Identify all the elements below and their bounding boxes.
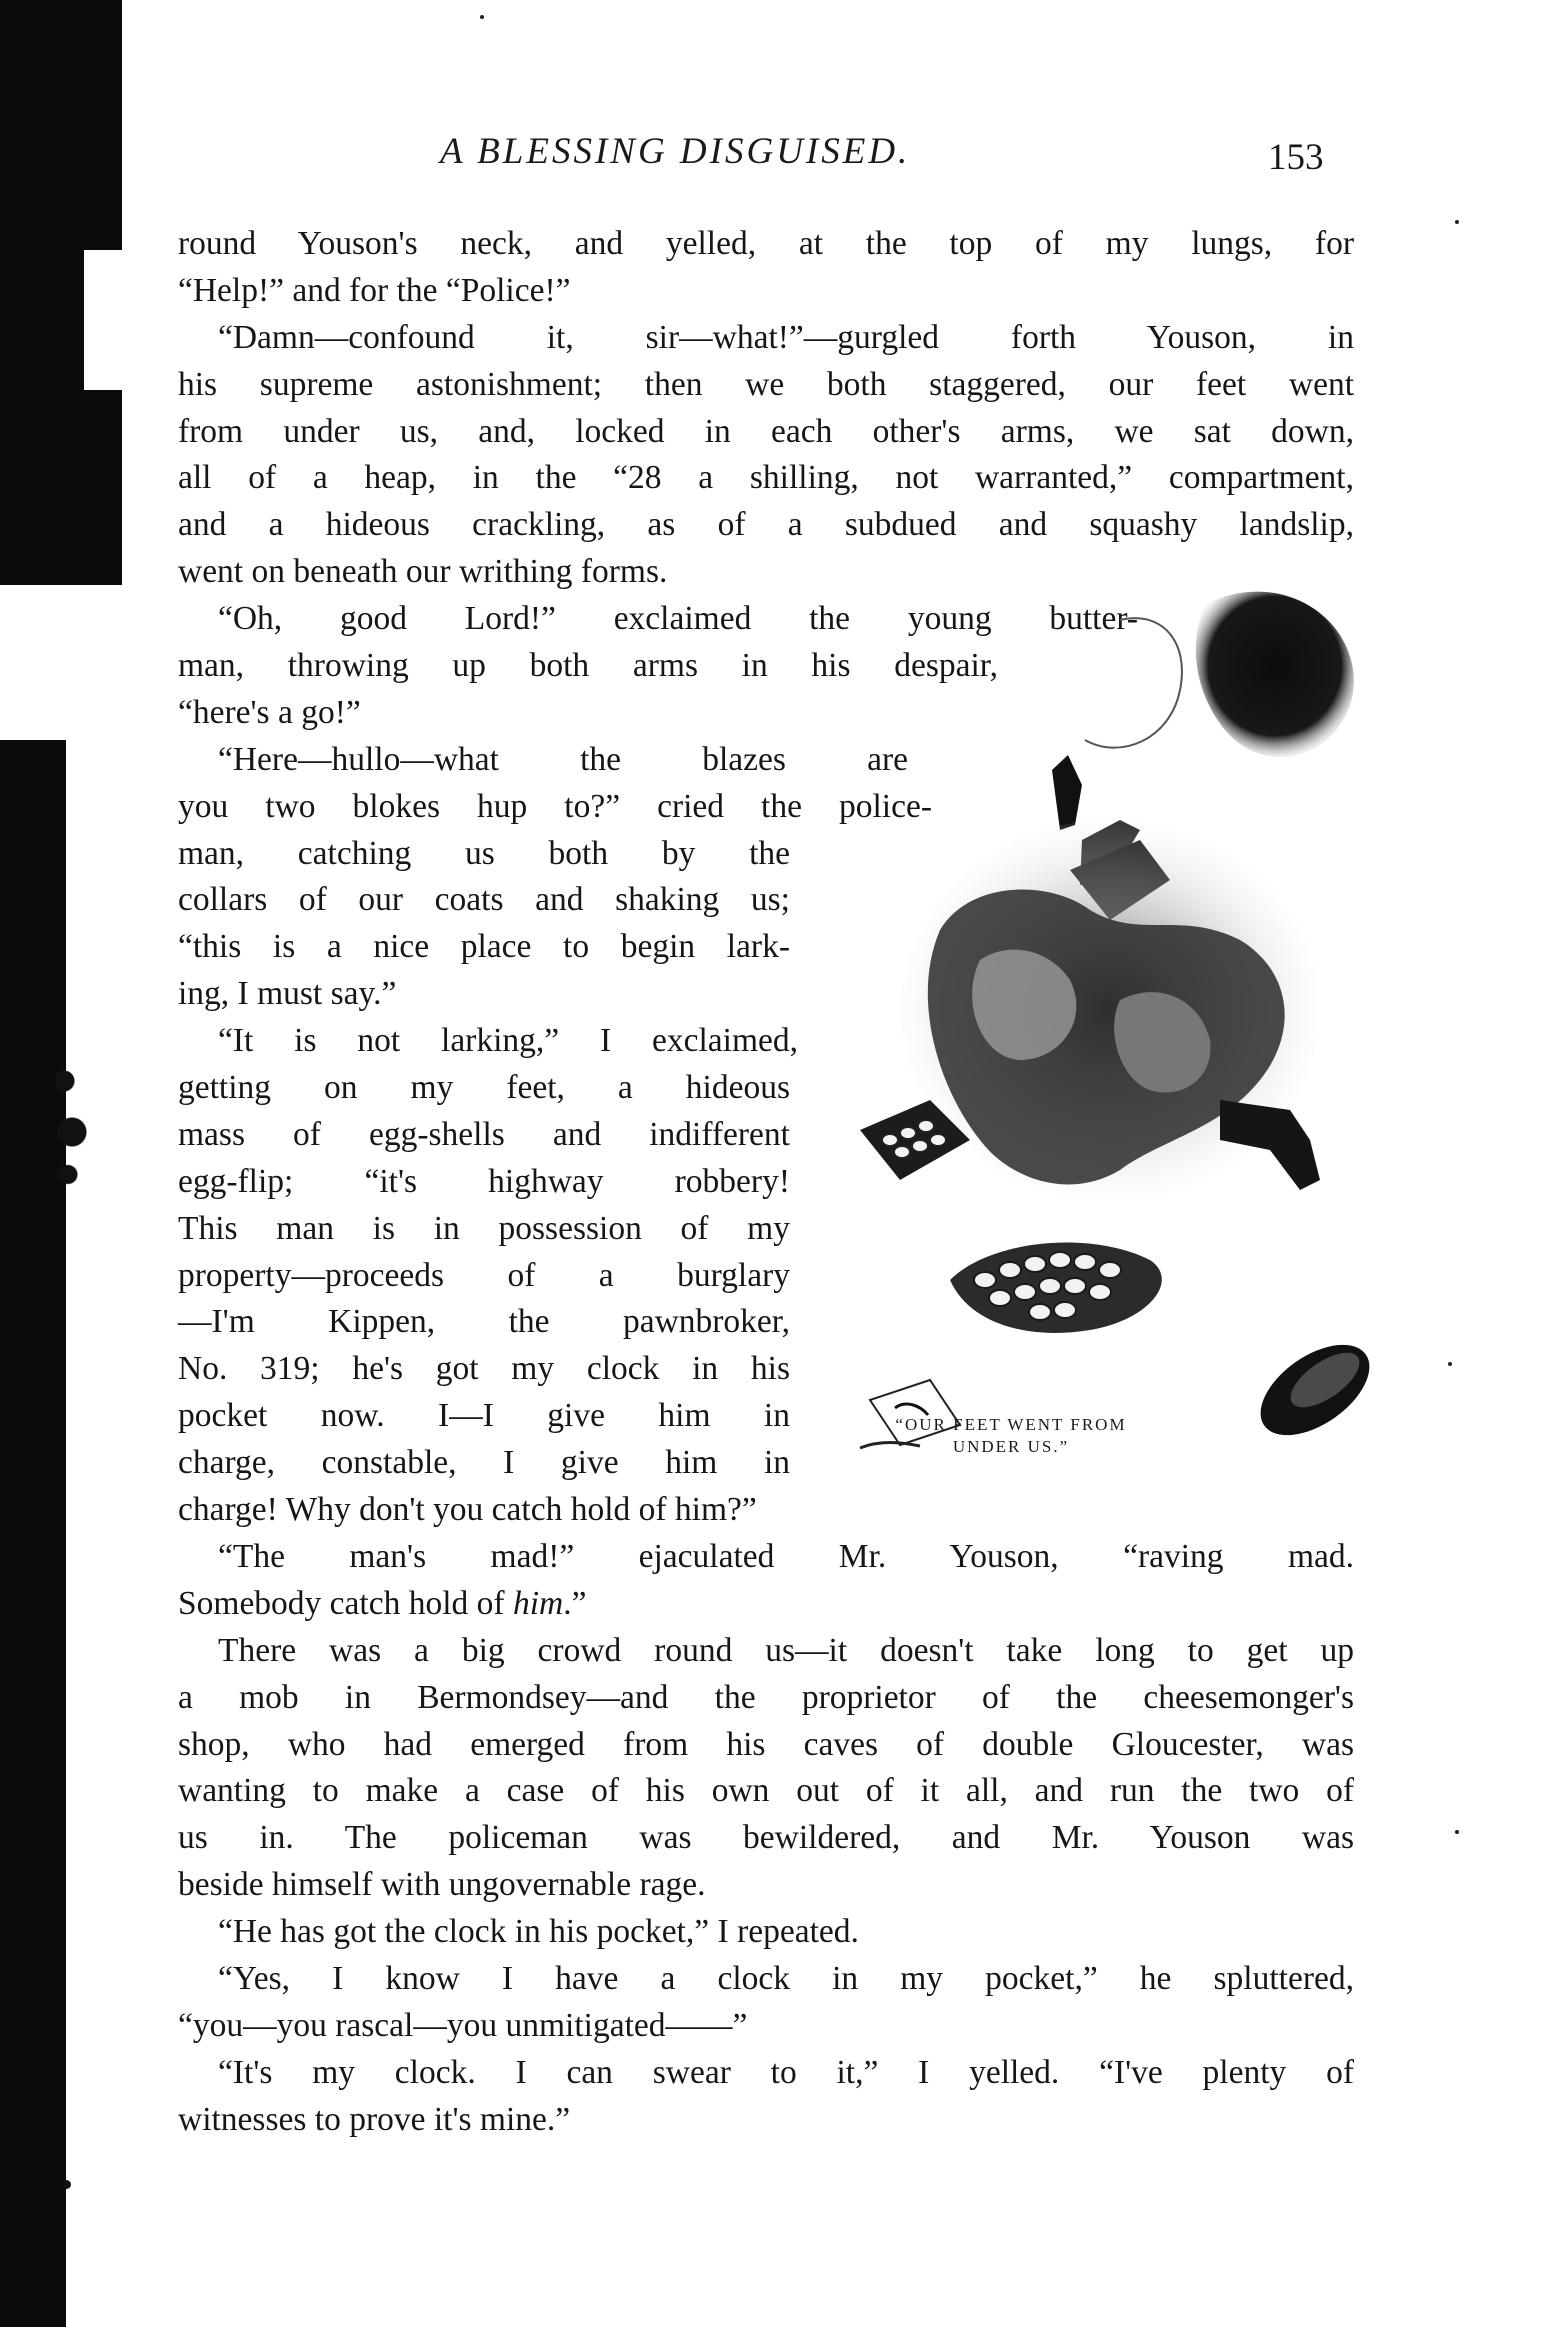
text-line [178, 1581, 1354, 1628]
text-line: “here's a go!” [178, 693, 361, 731]
page-number: 153 [1268, 137, 1324, 178]
text-line: shop, who had emerged from his caves of double Gloucester, was [178, 1725, 1354, 1763]
text-line: property—proceeds of a burglary [178, 1256, 790, 1294]
text-fragment: .” [563, 1584, 587, 1622]
text-line: “Yes, I know I have a clock in my pocket,” he spluttered, [218, 1959, 1354, 1997]
text-line: No. 319; he's got my clock in his [178, 1350, 790, 1388]
text-line: man, catching us both by the [178, 834, 790, 872]
scan-dot [62, 2180, 71, 2189]
text-line: witnesses to prove it's mine.” [178, 2100, 571, 2138]
scan-edge-notch [84, 250, 122, 390]
text-line: mass of egg-shells and indifferent [178, 1115, 790, 1153]
scan-speck [480, 15, 484, 19]
text-line: a mob in Bermondsey—and the proprietor of the cheesemonger's [178, 1678, 1354, 1716]
text-line: wanting to make a case of his own out of it all, and run the two of [178, 1772, 1354, 1810]
text-line: and a hideous crackling, as of a subdued and squashy landslip, [178, 506, 1354, 544]
text-line: “Here—hullo—what the blazes are [218, 740, 908, 778]
text-line: getting on my feet, a hideous [178, 1069, 790, 1107]
text-line: from under us, and, locked in each other's arms, we sat down, [178, 412, 1354, 450]
text-line: collars of our coats and shaking us; [178, 881, 790, 919]
scan-speck [1455, 220, 1459, 224]
caption-line: UNDER US.” [952, 1437, 1070, 1456]
caption-line: “OUR FEET WENT FROM [895, 1415, 1127, 1434]
italic-word: him [512, 1584, 564, 1622]
text-line: his supreme astonishment; then we both staggered, our feet went [178, 365, 1354, 403]
running-head: A BLESSING DISGUISED. [440, 131, 911, 172]
scan-speck [1455, 1830, 1459, 1834]
text-line: “The man's mad!” ejaculated Mr. Youson, “raving mad. [218, 1537, 1354, 1575]
text-line: —I'm Kippen, the pawnbroker, [178, 1303, 790, 1341]
text-line: egg-flip; “it's highway robbery! [178, 1162, 790, 1200]
text-line: ing, I must say.” [178, 975, 397, 1013]
text-fragment: Somebody catch hold of [178, 1584, 513, 1622]
text-line: There was a big crowd round us—it doesn't take long to get up [218, 1631, 1354, 1669]
text-line: “this is a nice place to begin lark- [178, 928, 790, 966]
text-line: you two blokes hup to?” cried the police- [178, 787, 932, 825]
text-line: went on beneath our writhing forms. [178, 553, 668, 591]
text-line: round Youson's neck, and yelled, at the top of my lungs, for [178, 225, 1354, 262]
text-line: pocket now. I—I give him in [178, 1397, 790, 1435]
illustration-caption [846, 1414, 1176, 1458]
text-line: charge, constable, I give him in [178, 1444, 790, 1482]
text-line: “He has got the clock in his pocket,” I repeated. [218, 1913, 859, 1951]
hat-smudge [1196, 592, 1354, 757]
hatching [1085, 618, 1182, 748]
text-line: “Oh, good Lord!” exclaimed the young butter- [218, 600, 1138, 638]
boot [1052, 755, 1082, 830]
text-line: us in. The policeman was bewildered, and Mr. Youson was [178, 1819, 1354, 1857]
scan-edge-bottom [0, 740, 66, 2327]
text-line: “Help!” and for the “Police!” [178, 271, 571, 309]
text-line: “It is not larking,” I exclaimed, [218, 1022, 798, 1060]
text-line: all of a heap, in the “28 a shilling, not warranted,” compartment, [178, 459, 1354, 497]
scan-speck [1448, 1362, 1452, 1366]
text-line: charge! Why don't you catch hold of him?” [178, 1491, 757, 1529]
text-line: “It's my clock. I can swear to it,” I yelled. “I've plenty of [218, 2053, 1354, 2091]
text-line: man, throwing up both arms in his despair, [178, 647, 998, 685]
text-line: “you—you rascal—you unmitigated——” [178, 2006, 748, 2044]
text-line: “Damn—confound it, sir—what!”—gurgled forth Youson, in [218, 318, 1354, 356]
scan-edge-ragged [56, 1030, 96, 1200]
text-line: beside himself with ungovernable rage. [178, 1866, 706, 1904]
text-line: This man is in possession of my [178, 1209, 790, 1247]
illustration-fallen-men [820, 580, 1380, 1500]
